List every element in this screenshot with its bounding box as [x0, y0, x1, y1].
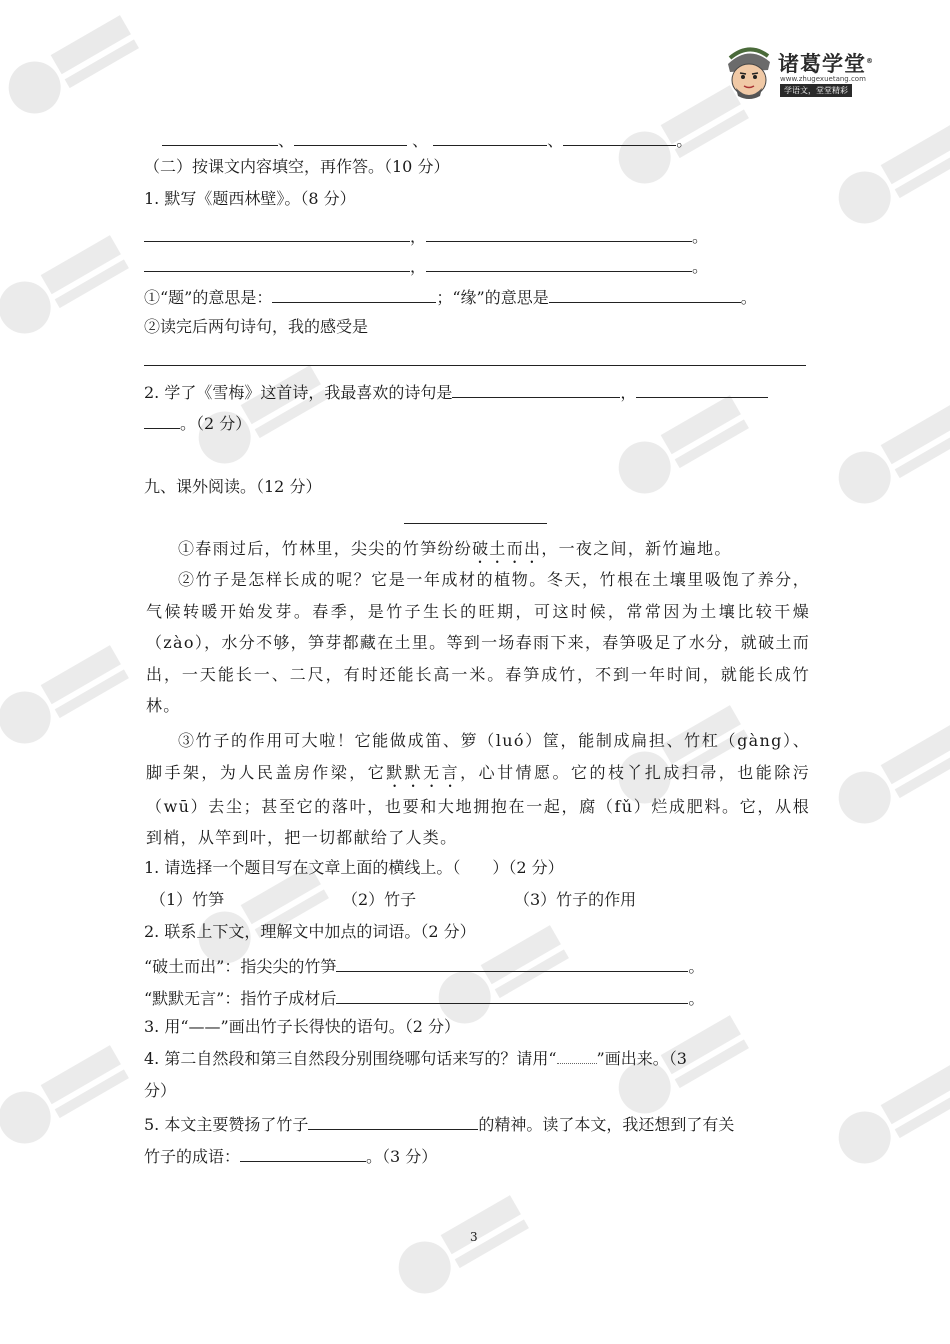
reading-question-3: 3. 用“——”画出竹子长得快的语句。（2 分）: [144, 1017, 460, 1036]
question-2: 2. 学了《雪梅》这首诗，我最喜欢的诗句是 ，: [144, 380, 768, 404]
paragraph-2: ②竹子是怎样长成的呢？它是一年成材的植物。冬天，竹根在土壤里吸饱了养分，气候转暖开始发芽。春季，是竹子生长的旺期，可这时候，常常因为土壤比较干燥（zào），水分不够，笋芽都藏在土里。等到一场春雨下来，春笋吸足了水分，就破土而出，一天能长一、二尺，有时还能长高一米。春笋成竹，不到一年时间，就能长成竹林。: [146, 570, 810, 715]
poem-line-2: ， 。: [144, 254, 708, 278]
answer-blank[interactable]: [549, 285, 741, 303]
answer-blank[interactable]: [144, 254, 410, 272]
wavy-line-icon: [557, 1049, 597, 1064]
logo-slogan: 学语文，堂堂精彩: [780, 84, 852, 97]
answer-blank[interactable]: [144, 224, 410, 242]
watermark-icon: [0, 230, 130, 350]
reading-question-5-cont: 竹子的成语： 。（3 分）: [144, 1144, 437, 1168]
answer-blank[interactable]: [426, 224, 692, 242]
reading-question-1: 1. 请选择一个题目写在文章上面的横线上。（ ）（2 分）: [144, 858, 564, 877]
paragraph-3: ③竹子的作用可大啦！它能做成笛、箩（luó）筐，能制成扁担、竹杠（gàng）、脚手架，为人民盖房作梁，它默默无言，心甘情愿。它的枝丫扎成扫帚，也能除污（wū）去尘；甚至它的落叶，也要和大地拥抱在一起，腐（fǔ）烂成肥料。它，从根到梢，从竿到叶，把一切都献给了人类。: [146, 731, 811, 847]
reading-question-5: 5. 本文主要赞扬了竹子 的精神。读了本文，我还想到了有关: [144, 1112, 734, 1136]
answer-blank[interactable]: [162, 128, 278, 146]
watermark-icon: [0, 640, 130, 760]
section-9-heading: 九、课外阅读。（12 分）: [144, 477, 322, 496]
reading-question-4-cont: 分）: [144, 1081, 177, 1100]
answer-blank[interactable]: [336, 954, 688, 972]
answer-blank[interactable]: [426, 254, 692, 272]
reading-question-2b: “默默无言”：指竹子成材后 。: [144, 986, 704, 1010]
watermark-icon: [820, 720, 950, 840]
scholar-avatar-icon: [722, 44, 776, 100]
watermark-icon: [820, 1060, 950, 1180]
section-heading: （二）按课文内容填空，再作答。（10 分）: [144, 157, 450, 176]
answer-blank[interactable]: [144, 348, 806, 366]
reading-question-2: 2. 联系上下文，理解文中加点的词语。（2 分）: [144, 922, 476, 941]
watermark-icon: [600, 390, 750, 510]
option-3: （3）竹子的作用: [514, 890, 637, 909]
logo-url: www.zhugexuetang.com: [780, 75, 866, 83]
answer-blank[interactable]: [563, 128, 676, 146]
answer-line-top: 、 、 、 。: [162, 128, 692, 152]
watermark-icon: [820, 400, 950, 520]
question-1a: ①“题”的意思是： ；“缘”的意思是 。: [144, 285, 757, 309]
watermark-icon: [0, 1040, 130, 1160]
question-1b: ②读完后两句诗句，我的感受是: [144, 317, 369, 336]
answer-blank[interactable]: [294, 128, 407, 146]
answer-blank[interactable]: [240, 1144, 366, 1162]
answer-blank[interactable]: [272, 285, 436, 303]
reading-question-2a: “破土而出”：指尖尖的竹笋 。: [144, 954, 704, 978]
watermark-icon: [820, 120, 950, 240]
watermark-icon: [0, 10, 140, 130]
brand-logo: [722, 44, 874, 100]
page-number: 3: [470, 1230, 478, 1244]
option-2: （2）竹子: [342, 890, 417, 909]
answer-blank[interactable]: [452, 380, 620, 398]
answer-blank[interactable]: [144, 411, 180, 429]
answer-blank[interactable]: [336, 986, 688, 1004]
article-title-blank[interactable]: [404, 523, 547, 524]
poem-line-1: ， 。: [144, 224, 708, 248]
option-1: （1）竹笋: [150, 890, 225, 909]
logo-name: 诸葛学堂®: [778, 52, 874, 76]
paragraph-1: ①春雨过后，竹林里，尖尖的竹笋纷纷破土而出，一夜之间，新竹遍地。: [178, 539, 732, 558]
reading-question-4: 4. 第二自然段和第三自然段分别围绕哪句话来写的？请用“ ”画出来。（3: [144, 1049, 687, 1068]
question-1b-answer: [144, 348, 806, 372]
answer-blank[interactable]: [636, 380, 768, 398]
answer-blank[interactable]: [308, 1112, 478, 1130]
answer-blank[interactable]: [433, 128, 547, 146]
watermark-icon: [380, 1190, 530, 1310]
question-1: 1. 默写《题西林壁》。（8 分）: [144, 189, 356, 208]
question-2-cont: 。（2 分）: [144, 411, 251, 435]
